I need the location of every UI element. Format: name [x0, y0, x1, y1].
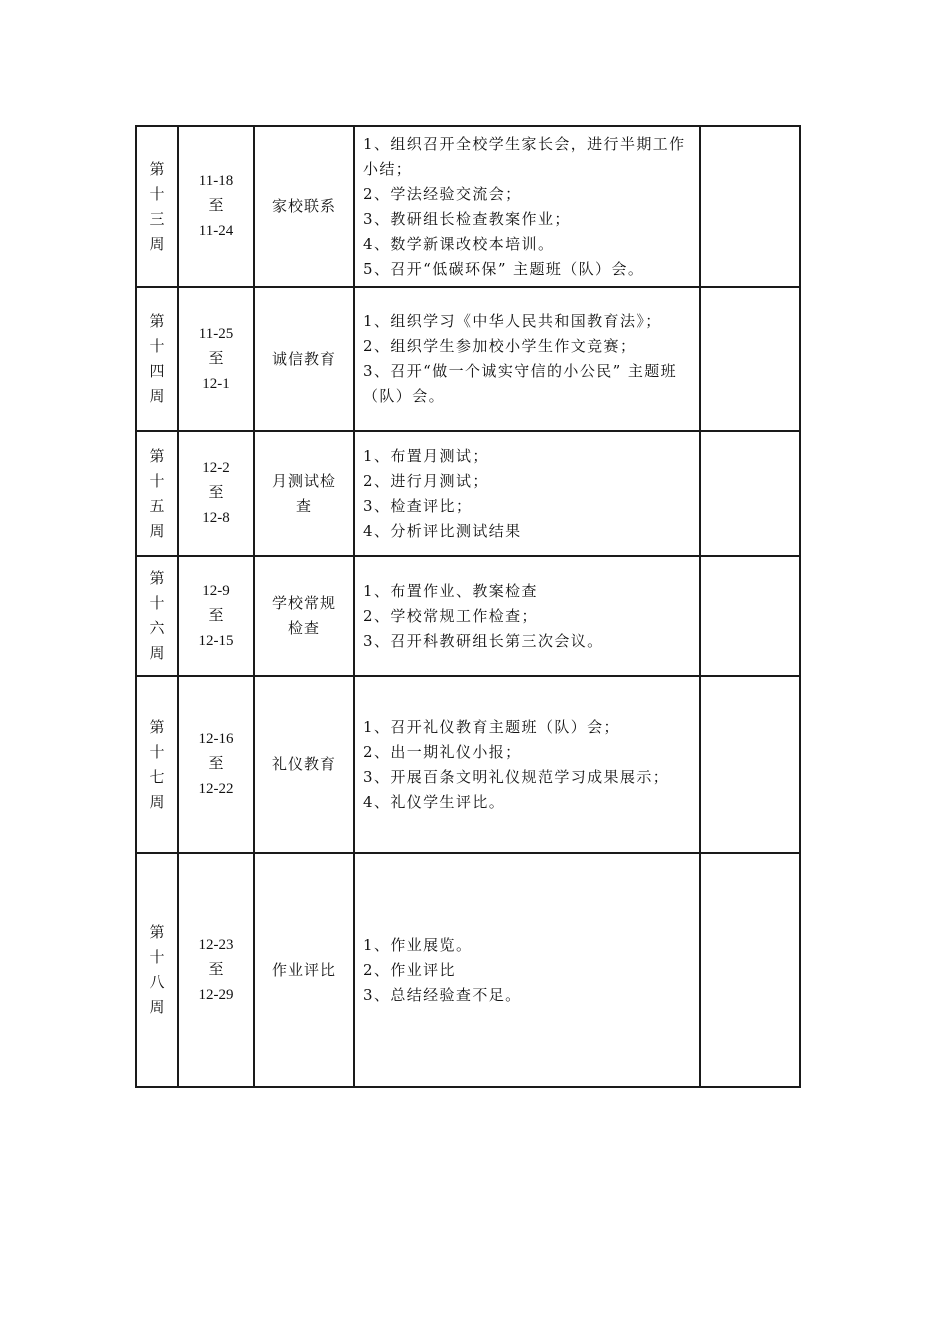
- table-row: [136, 676, 800, 853]
- week-cell: [136, 676, 178, 853]
- week-char: 第: [149, 159, 165, 178]
- week-cell: [136, 287, 178, 431]
- content-item: 2、学校常规工作检查；: [363, 606, 538, 625]
- week-char: 第: [149, 446, 165, 465]
- date-to: 12-8: [202, 510, 230, 526]
- week-cell: [136, 556, 178, 676]
- content-cell: [354, 676, 700, 853]
- topic-cell: 学校常规检查: [254, 556, 354, 676]
- week-cell: [136, 853, 178, 1087]
- week-char: 周: [149, 998, 165, 1016]
- topic-cell: 作业评比: [254, 853, 354, 1087]
- date-range-cell: [178, 287, 254, 431]
- date-to: 12-1: [202, 375, 230, 392]
- content-item: 2、组织学生参加校小学生作文竞赛；: [363, 337, 637, 355]
- date-separator: 至: [208, 198, 224, 214]
- content-cell: [354, 556, 700, 676]
- remarks-cell: [700, 126, 800, 287]
- week-char: 五: [149, 496, 165, 515]
- week-cell: [136, 431, 178, 556]
- week-char: 四: [149, 362, 165, 380]
- week-char: 八: [149, 973, 165, 991]
- week-char: 十: [149, 594, 165, 612]
- table-row: [136, 126, 800, 287]
- week-char: 第: [149, 717, 165, 736]
- date-from: 12-23: [198, 936, 234, 953]
- week-char: 十: [149, 337, 165, 355]
- content-item: 3、召开“做一个诚实守信的小公民” 主题班（队）会。: [363, 362, 678, 405]
- content-item: 4、数学新课改校本培训。: [363, 234, 555, 253]
- topic-cell: 家校联系: [254, 126, 354, 287]
- content-item: 3、教研组长检查教案作业；: [363, 209, 571, 228]
- date-from: 11-18: [198, 173, 234, 189]
- week-char: 十: [149, 948, 165, 966]
- date-to: 12-22: [198, 781, 234, 797]
- date-to: 12-29: [198, 986, 234, 1003]
- date-range-cell: [178, 556, 254, 676]
- date-range-cell: [178, 676, 254, 853]
- date-separator: 至: [208, 350, 224, 367]
- content-cell: [354, 287, 700, 431]
- topic-cell: 礼仪教育: [254, 676, 354, 853]
- content-cell: [354, 431, 700, 556]
- remarks-cell: [700, 287, 800, 431]
- content-item: 1、布置作业、教案检查: [363, 581, 538, 600]
- table-row: [136, 853, 800, 1087]
- week-char: 十: [149, 184, 165, 203]
- date-separator: 至: [208, 756, 224, 772]
- content-item: 2、作业评比: [363, 960, 456, 979]
- content-item: 1、组织召开全校学生家长会，进行半期工作小结；: [363, 134, 686, 178]
- week-cell: [136, 126, 178, 287]
- week-char: 十: [149, 471, 165, 490]
- content-item: 3、总结经验查不足。: [363, 985, 522, 1004]
- content-item: 1、召开礼仪教育主题班（队）会；: [363, 717, 620, 736]
- date-range-cell: [178, 126, 254, 287]
- week-char: 七: [149, 767, 165, 786]
- schedule-table: [135, 125, 801, 1088]
- content-cell: [354, 853, 700, 1087]
- week-char: 第: [149, 569, 165, 587]
- table-row: [136, 431, 800, 556]
- content-item: 1、作业展览。: [363, 935, 473, 954]
- date-from: 12-16: [198, 731, 234, 747]
- week-char: 周: [149, 521, 165, 540]
- content-item: 1、组织学习《中华人民共和国教育法》；: [363, 312, 662, 330]
- date-range-cell: [178, 853, 254, 1087]
- remarks-cell: [700, 431, 800, 556]
- week-char: 十: [149, 742, 165, 761]
- week-char: 第: [149, 312, 165, 330]
- date-separator: 至: [208, 485, 224, 501]
- week-char: 第: [149, 923, 165, 941]
- content-item: 2、出一期礼仪小报；: [363, 742, 522, 761]
- content-item: 3、开展百条文明礼仪规范学习成果展示；: [363, 767, 670, 786]
- date-to: 12-15: [198, 632, 234, 649]
- date-from: 12-2: [202, 460, 230, 476]
- remarks-cell: [700, 556, 800, 676]
- content-item: 1、布置月测试；: [363, 446, 489, 465]
- date-separator: 至: [208, 607, 224, 624]
- content-cell: [354, 126, 700, 287]
- remarks-cell: [700, 853, 800, 1087]
- week-char: 三: [149, 209, 165, 228]
- content-item: 3、检查评比；: [363, 496, 473, 515]
- remarks-cell: [700, 676, 800, 853]
- week-char: 周: [149, 234, 165, 253]
- week-char: 周: [149, 644, 165, 662]
- content-item: 4、分析评比测试结果: [363, 521, 522, 540]
- table-row: [136, 556, 800, 676]
- content-item: 2、学法经验交流会；: [363, 184, 522, 203]
- date-from: 12-9: [202, 582, 230, 599]
- content-item: 2、进行月测试；: [363, 471, 489, 490]
- date-to: 11-24: [198, 223, 234, 239]
- week-char: 周: [149, 792, 165, 811]
- content-item: 3、召开科教研组长第三次会议。: [363, 631, 604, 650]
- content-item: 4、礼仪学生评比。: [363, 792, 506, 811]
- date-range-cell: [178, 431, 254, 556]
- week-char: 六: [149, 619, 165, 637]
- date-separator: 至: [208, 961, 224, 978]
- table-row: [136, 287, 800, 431]
- week-char: 周: [149, 387, 165, 405]
- date-from: 11-25: [198, 325, 234, 342]
- content-item: 5、召开“低碳环保” 主题班（队）会。: [363, 259, 645, 278]
- topic-cell: 诚信教育: [254, 287, 354, 431]
- topic-cell: 月测试检查: [254, 431, 354, 556]
